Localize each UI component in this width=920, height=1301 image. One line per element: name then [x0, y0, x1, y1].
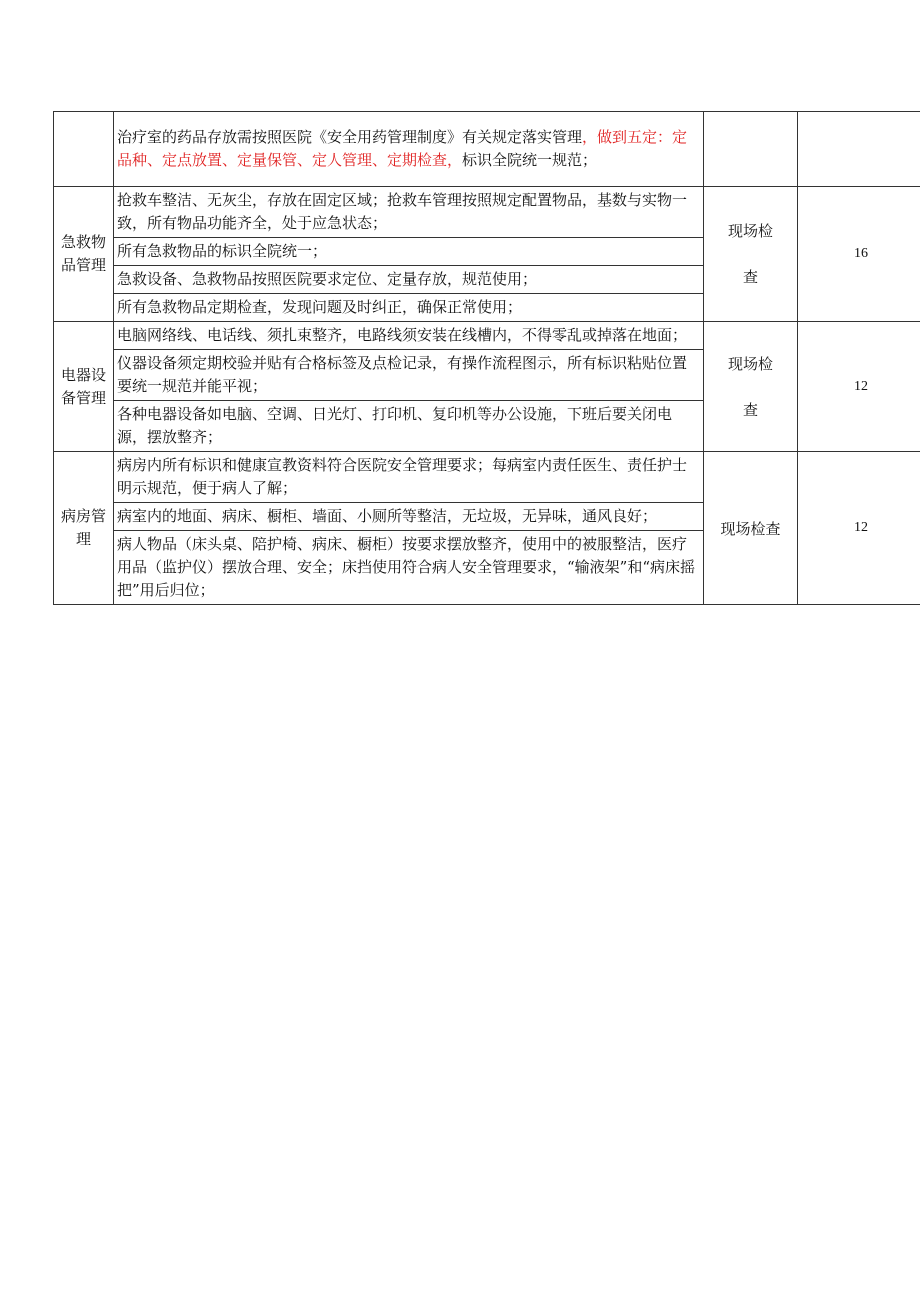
method-label: 现场检	[727, 354, 773, 373]
category-label: 病房管	[60, 507, 106, 525]
requirement-item: 病人物品（床头桌、陪护椅、病床、橱柜）按要求摆放整齐，使用中的被服整洁，医疗用品（监护仪）摆放合理、安全；床挡使用符合病人安全管理要求，“输液架”和“病床摇把”用后归位；	[117, 535, 696, 599]
requirement-item: 电脑网络线、电话线、须扎束整齐，电路线须安装在线槽内，不得零乱或掉落在地面；	[114, 322, 703, 350]
category-cell	[54, 452, 114, 605]
table-row-emergency-supplies	[54, 187, 920, 322]
method-cell	[704, 187, 798, 322]
category-label: 急救物	[60, 233, 106, 251]
category-cell	[54, 112, 114, 187]
content-cell	[114, 112, 704, 187]
method-label: 查	[742, 400, 758, 419]
method-cell	[704, 112, 798, 187]
table-row-medicine-storage	[54, 112, 920, 187]
score-cell: 16	[798, 187, 920, 322]
score-cell: 12	[798, 322, 920, 452]
requirement-item	[114, 124, 703, 174]
category-cell	[54, 322, 114, 452]
score-cell: 12	[798, 452, 920, 605]
table-row-ward-management	[54, 452, 920, 605]
requirement-item: 仪器设备须定期校验并贴有合格标签及点检记录，有操作流程图示，所有标识粘贴位置要统一规范并能平视；	[114, 350, 703, 401]
method-label: 现场检	[727, 222, 773, 240]
requirement-text: 治疗室的药品存放需按照医院《安全用药管理制度》有关规定落实管理	[117, 128, 583, 146]
method-label: 查	[742, 268, 758, 286]
requirement-item: 病室内的地面、病床、橱柜、墙面、小厕所等整洁，无垃圾，无异味，通风良好；	[114, 503, 703, 531]
content-cell	[114, 322, 704, 452]
requirement-text-highlight: ，做到五定：定品种、定点放置、定量保管、定人管理、定期检查，	[117, 128, 688, 169]
score-cell	[798, 112, 920, 187]
method-cell	[704, 322, 798, 452]
requirement-item: 所有急救物品定期检查，发现问题及时纠正，确保正常使用；	[117, 298, 523, 316]
requirement-item: 所有急救物品的标识全院统一；	[114, 238, 703, 266]
category-cell	[54, 187, 114, 322]
requirement-item: 急救设备、急救物品按照医院要求定位、定量存放，规范使用；	[114, 266, 703, 294]
category-label: 理	[75, 530, 91, 548]
requirement-text: 标识全院统一规范；	[462, 151, 598, 169]
requirement-item: 病房内所有标识和健康宣教资料符合医院安全管理要求；每病室内责任医生、责任护士明示规范，便于病人了解；	[114, 452, 703, 503]
content-cell	[114, 452, 704, 605]
table-row-electrical-equipment	[54, 322, 920, 452]
category-label: 备管理	[60, 388, 106, 407]
category-label: 电器设	[60, 365, 106, 384]
requirement-item: 各种电器设备如电脑、空调、日光灯、打印机、复印机等办公设施，下班后要关闭电源，摆放整齐；	[117, 405, 673, 446]
requirement-item: 抢救车整洁、无灰尘，存放在固定区域；抢救车管理按照规定配置物品，基数与实物一致，所有物品功能齐全，处于应急状态；	[114, 187, 703, 238]
method-cell: 现场检查	[704, 452, 798, 605]
management-standards-table	[53, 111, 920, 605]
content-cell	[114, 187, 704, 322]
category-label: 品管理	[60, 256, 106, 274]
